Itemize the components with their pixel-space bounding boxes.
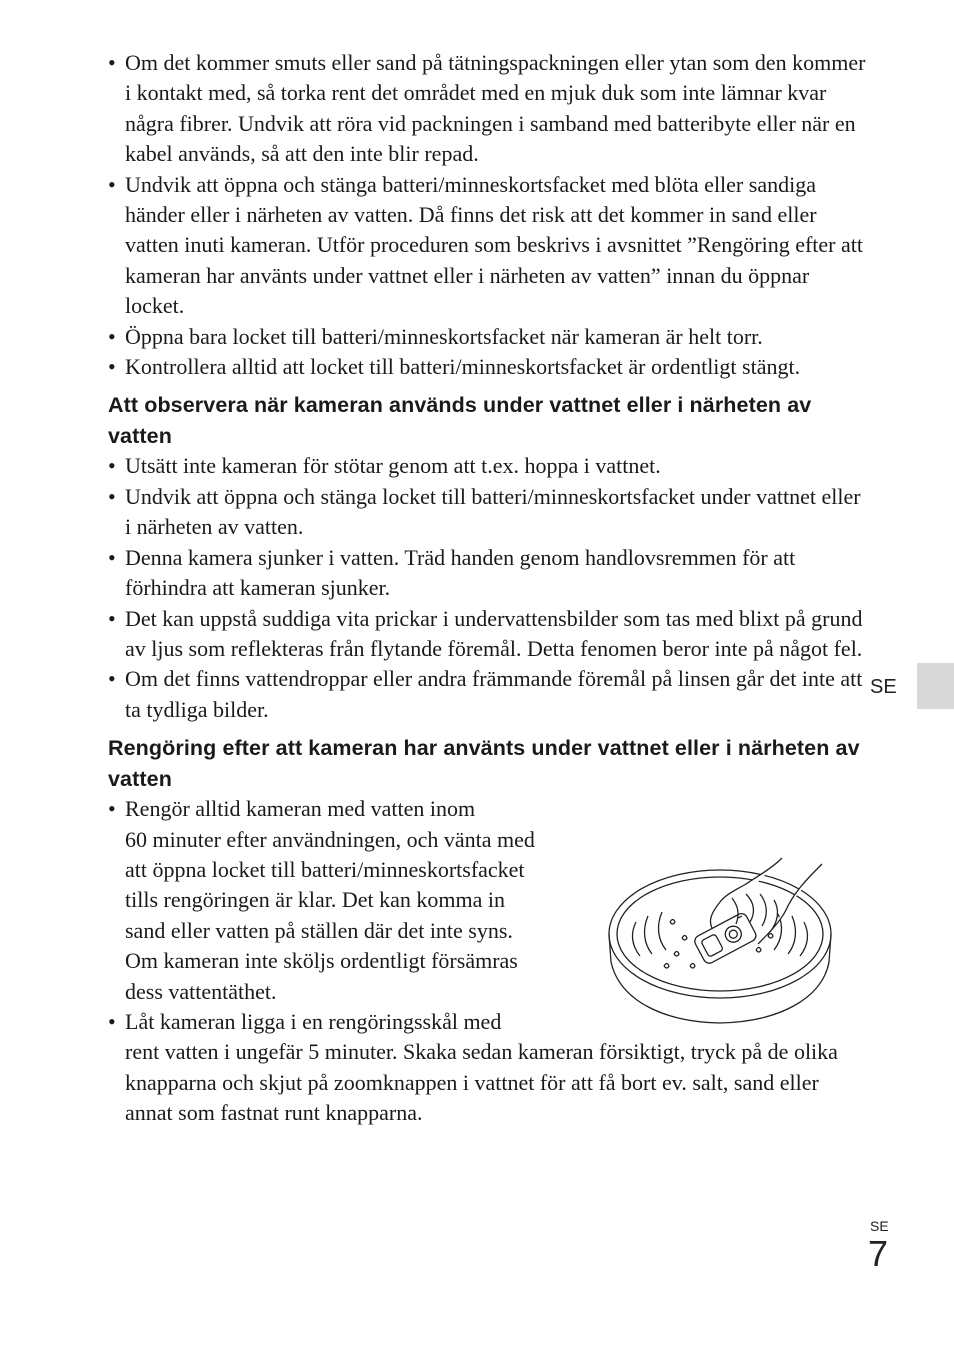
list-item: • Det kan uppstå suddiga vita prickar i undervattensbilder som tas med blixt på grund av ljus som reflekteras från flytande föremål. Detta fenomen beror inte på något fel.	[108, 604, 868, 665]
underwater-bullet-list	[108, 451, 868, 725]
list-item: • Kontrollera alltid att locket till batteri/minneskortsfacket är ordentligt stängt.	[108, 352, 868, 382]
list-item: • Rengör alltid kameran med vatten inom 60 minuter efter användningen, och vänta med att öppna locket till batteri/minneskortsfacket tills rengöringen är klar. Det kan komma in sand eller vatten på ställen där det inte syns. Om kameran inte sköljs ordentligt försämras dess vattentäthet.	[108, 794, 868, 1007]
list-item: • Undvik att öppna och stänga locket till batteri/minneskortsfacket under vattnet eller i närheten av vatten.	[108, 482, 868, 543]
list-item: • Låt kameran ligga i en rengöringsskål med rent vatten i ungefär 5 minuter. Skaka sedan kameran försiktigt, tryck på de olika knapparna och skjut på zoomknappen i vattnet för att få bort ev. salt, sand eller annat som fastnat runt knapparna.	[108, 1007, 868, 1129]
side-tab-marker	[917, 663, 954, 709]
list-item: • Denna kamera sjunker i vatten. Träd handen genom handlovsremmen för att förhindra att kameran sjunker.	[108, 543, 868, 604]
list-item: • Utsätt inte kameran för stötar genom att t.ex. hoppa i vattnet.	[108, 451, 868, 481]
section-heading-underwater: Att observera när kameran används under vattnet eller i närheten av vatten	[108, 393, 812, 448]
list-item: • Öppna bara locket till batteri/minneskortsfacket när kameran är helt torr.	[108, 322, 868, 352]
side-language-label: SE	[870, 676, 897, 698]
page-number: 7	[868, 1233, 889, 1274]
list-item: • Om det finns vattendroppar eller andra främmande föremål på linsen går det inte att ta tydliga bilder.	[108, 664, 868, 725]
section-heading-cleaning: Rengöring efter att kameran har använts under vattnet eller i närheten av vatten	[108, 736, 860, 791]
list-item: • Om det kommer smuts eller sand på tätningspackningen eller ytan som den kommer i kontakt med, så torka rent det området med en mjuk duk som inte lämnar kvar några fibrer. Undvik att röra vid packningen i samband med batteribyte eller när en kabel används, så att den inte blir repad.	[108, 48, 868, 170]
list-item: • Undvik att öppna och stänga batteri/minneskortsfacket med blöta eller sandiga händer eller i närheten av vatten. Då finns det risk att det kommer in sand eller vatten inuti kameran. Utför proceduren som beskrivs i avsnittet ”Rengöring efter att kameran har använts under vattnet eller i närheten av vatten” innan du öppnar locket.	[108, 170, 868, 322]
footer-language-label: SE	[870, 1218, 889, 1234]
intro-bullet-list	[108, 48, 868, 382]
camera-washing-illustration	[608, 854, 840, 1030]
